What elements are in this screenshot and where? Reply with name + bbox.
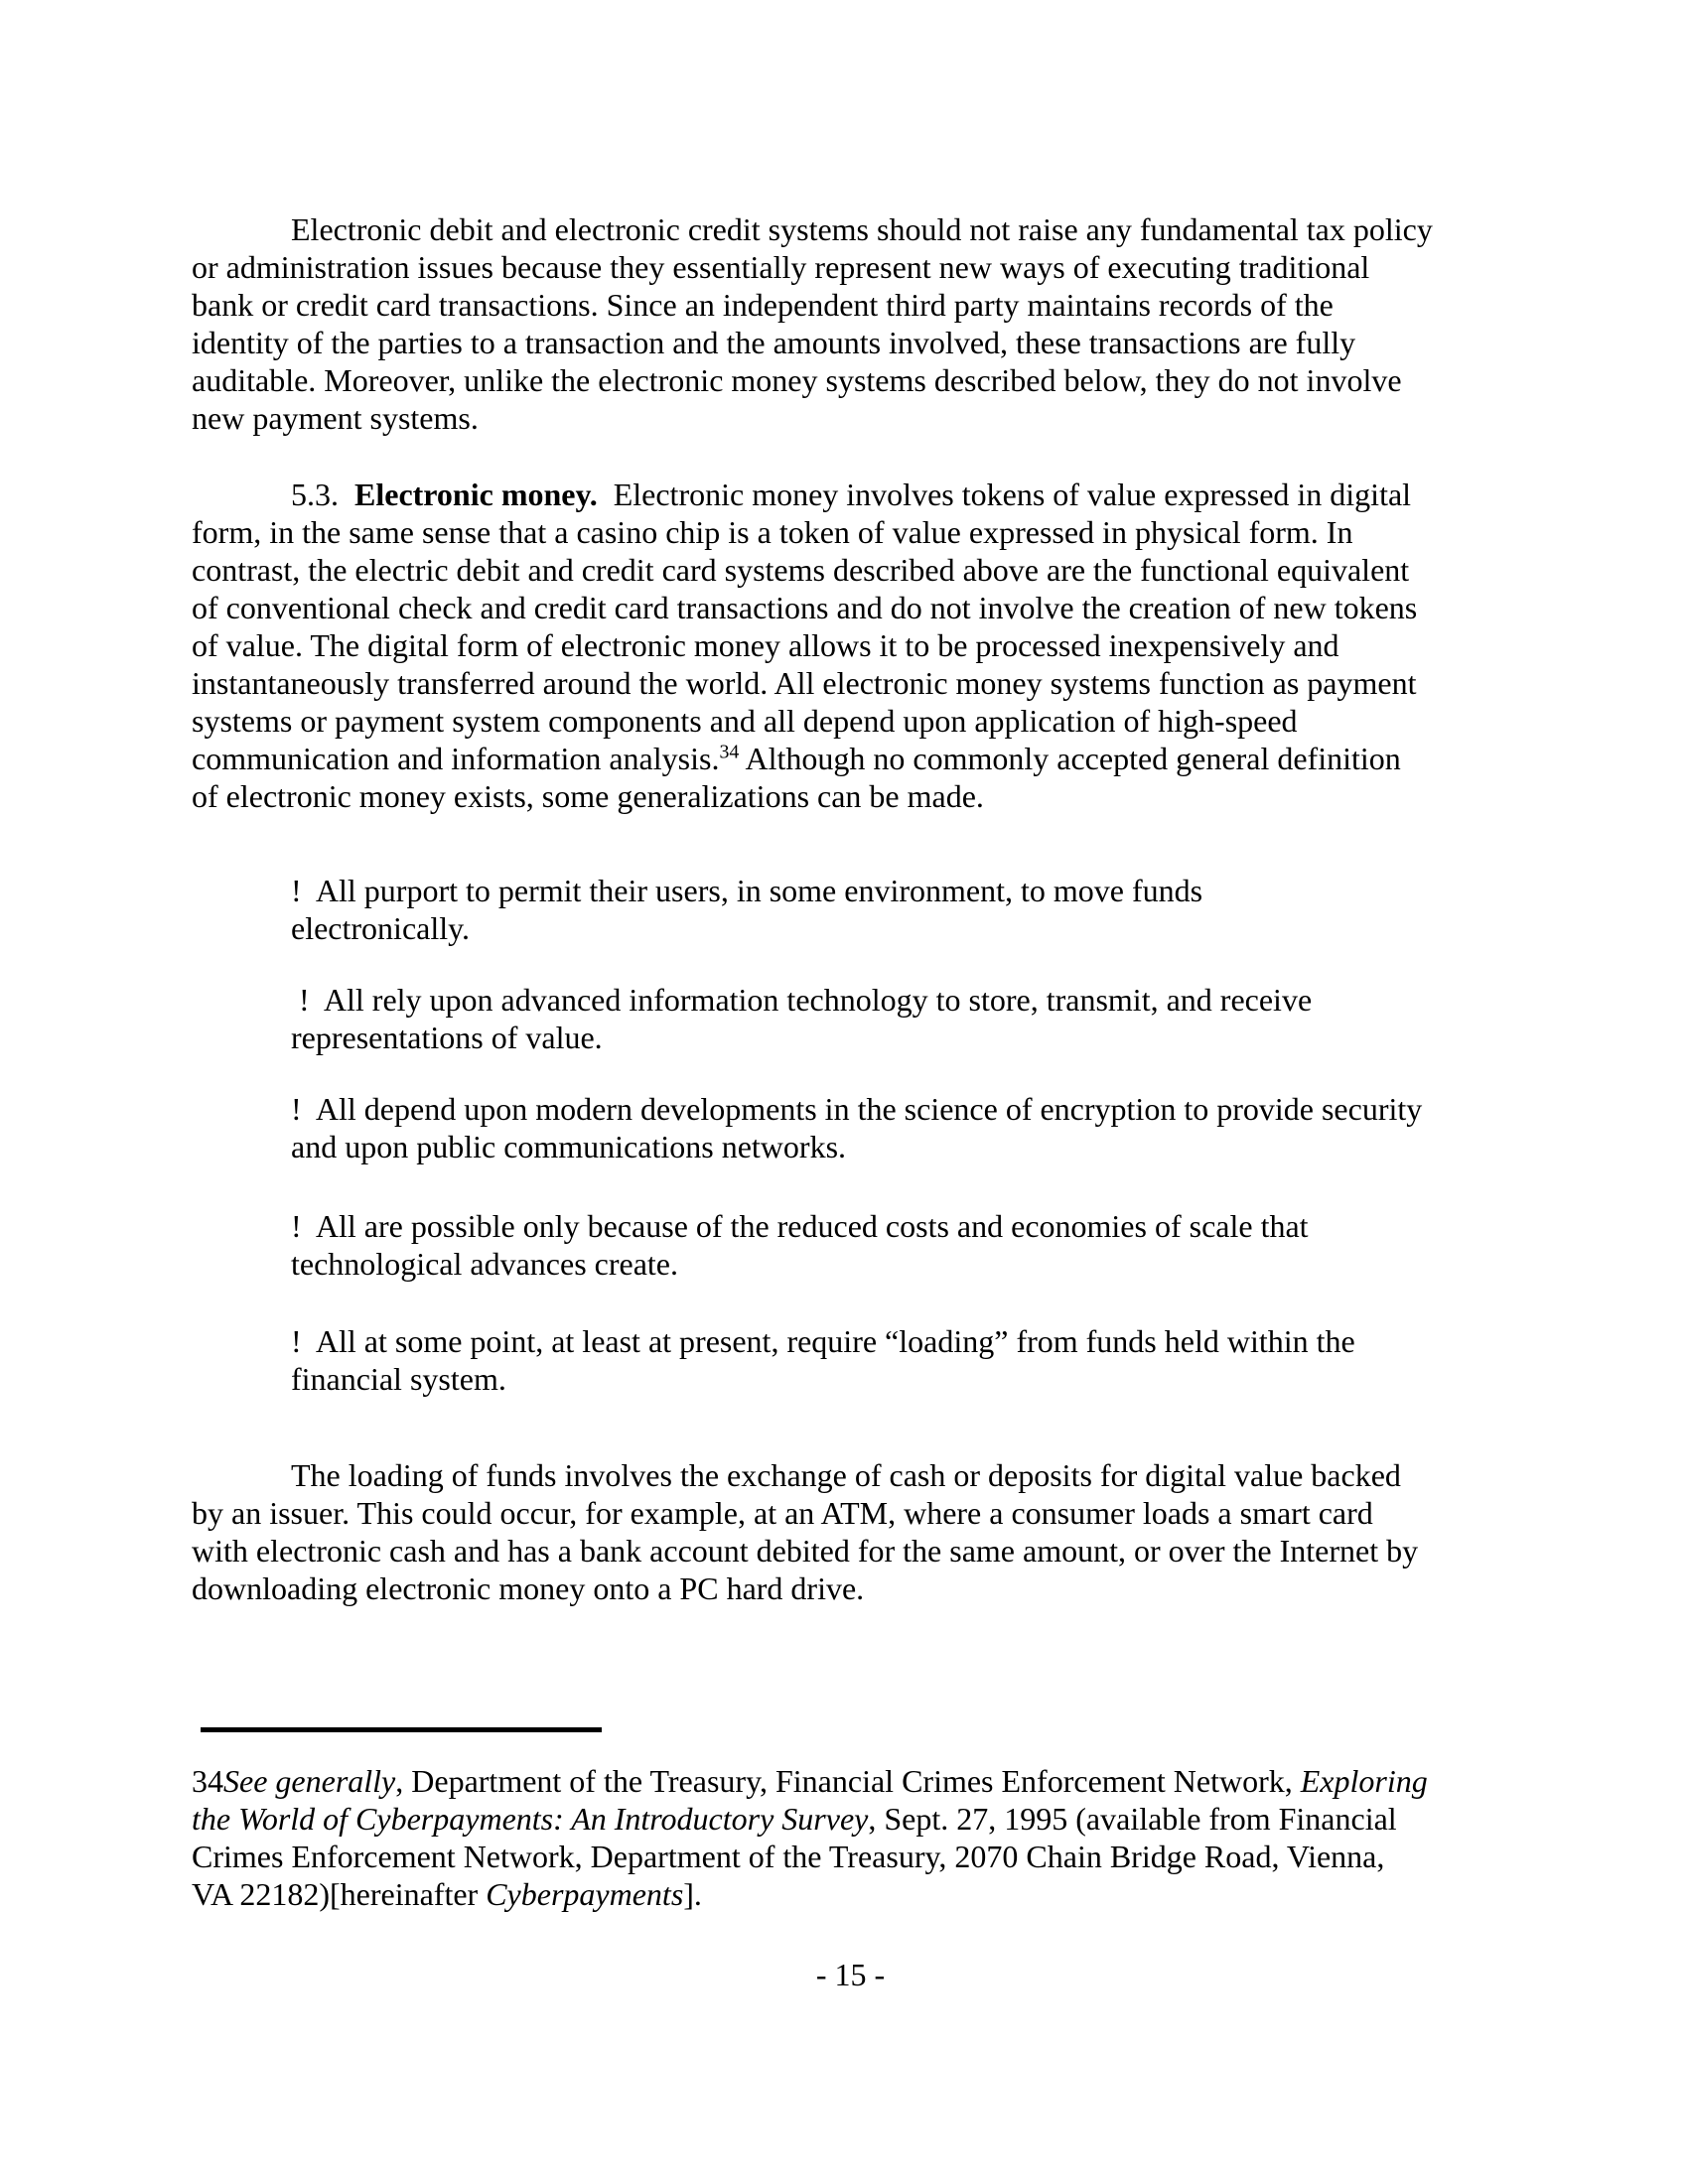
text-line: new payment systems. (192, 400, 479, 436)
text-line: auditable. Moreover, unlike the electronic money systems described below, they do not involve (192, 362, 1402, 398)
text-line: 5.3. Electronic money. Electronic money involves tokens of value expressed in digital (291, 477, 1412, 512)
body-paragraph-electronic-debit (192, 210, 1509, 437)
body-paragraph-loading-of-funds (192, 1456, 1509, 1607)
text-line: representations of value. (291, 1020, 603, 1055)
text-line: of electronic money exists, some generalizations can be made. (192, 778, 984, 814)
text-line: VA 22182)[hereinafter Cyberpayments]. (192, 1876, 702, 1912)
text-line: bank or credit card transactions. Since an independent third party maintains records of the (192, 287, 1334, 323)
text-line: technological advances create. (291, 1246, 678, 1282)
footnote-separator (201, 1727, 602, 1732)
text-line: ! All at some point, at least at present, require “loading” from funds held within the (291, 1323, 1355, 1359)
page-number (192, 1956, 1509, 1993)
bullet-item-loading (291, 1322, 1509, 1398)
text-line: with electronic cash and has a bank account debited for the same amount, or over the Internet by (192, 1533, 1419, 1569)
text-line: of value. The digital form of electronic money allows it to be processed inexpensively and (192, 627, 1339, 663)
text-line: electronically. (291, 910, 471, 946)
text-line: ! All rely upon advanced information technology to store, transmit, and receive (291, 982, 1313, 1018)
text-line: or administration issues because they essentially represent new ways of executing traditional (192, 249, 1370, 285)
text-line: identity of the parties to a transaction and the amounts involved, these transactions are fully (192, 325, 1356, 360)
text-line: form, in the same sense that a casino chip is a token of value expressed in physical form. In (192, 514, 1353, 550)
text-line: ! All depend upon modern developments in the science of encryption to provide security (291, 1091, 1423, 1127)
text-line: by an issuer. This could occur, for example, at an ATM, where a consumer loads a smart card (192, 1495, 1373, 1531)
text-line: contrast, the electric debit and credit card systems described above are the functional equivalent (192, 552, 1410, 588)
text-line: and upon public communications networks. (291, 1129, 847, 1164)
text-line: communication and information analysis.$^{34}$ Although no commonly accepted general definition (192, 741, 1401, 776)
bullet-item-encryption (291, 1090, 1509, 1165)
text-line: downloading electronic money onto a PC hard drive. (192, 1570, 865, 1606)
body-paragraph-electronic-money (192, 476, 1509, 815)
text-line: The loading of funds involves the exchange of cash or deposits for digital value backed (291, 1457, 1401, 1493)
text-line: systems or payment system components and all depend upon application of high-speed (192, 703, 1298, 739)
bullet-item-move-funds (291, 872, 1509, 947)
text-line: Electronic debit and electronic credit systems should not raise any fundamental tax policy (291, 211, 1433, 247)
bullet-item-reduced-costs (291, 1207, 1509, 1283)
text-line: of conventional check and credit card transactions and do not involve the creation of new tokens (192, 590, 1418, 625)
text-line: ! All purport to permit their users, in some environment, to move funds (291, 873, 1203, 908)
text-line: - 15 - (815, 1957, 886, 1992)
footnote-34 (192, 1762, 1509, 1913)
text-line: 34See generally, Department of the Treasury, Financial Crimes Enforcement Network, Exploring (192, 1763, 1428, 1799)
text-line: Crimes Enforcement Network, Department of the Treasury, 2070 Chain Bridge Road, Vienna, (192, 1839, 1385, 1874)
text-line: the World of Cyberpayments: An Introductory Survey, Sept. 27, 1995 (available from Financial (192, 1801, 1397, 1837)
text-line: instantaneously transferred around the world. All electronic money systems function as payment (192, 665, 1417, 701)
bullet-item-information-technology (291, 981, 1509, 1056)
text-line: ! All are possible only because of the reduced costs and economies of scale that (291, 1208, 1309, 1244)
text-line: financial system. (291, 1361, 506, 1397)
